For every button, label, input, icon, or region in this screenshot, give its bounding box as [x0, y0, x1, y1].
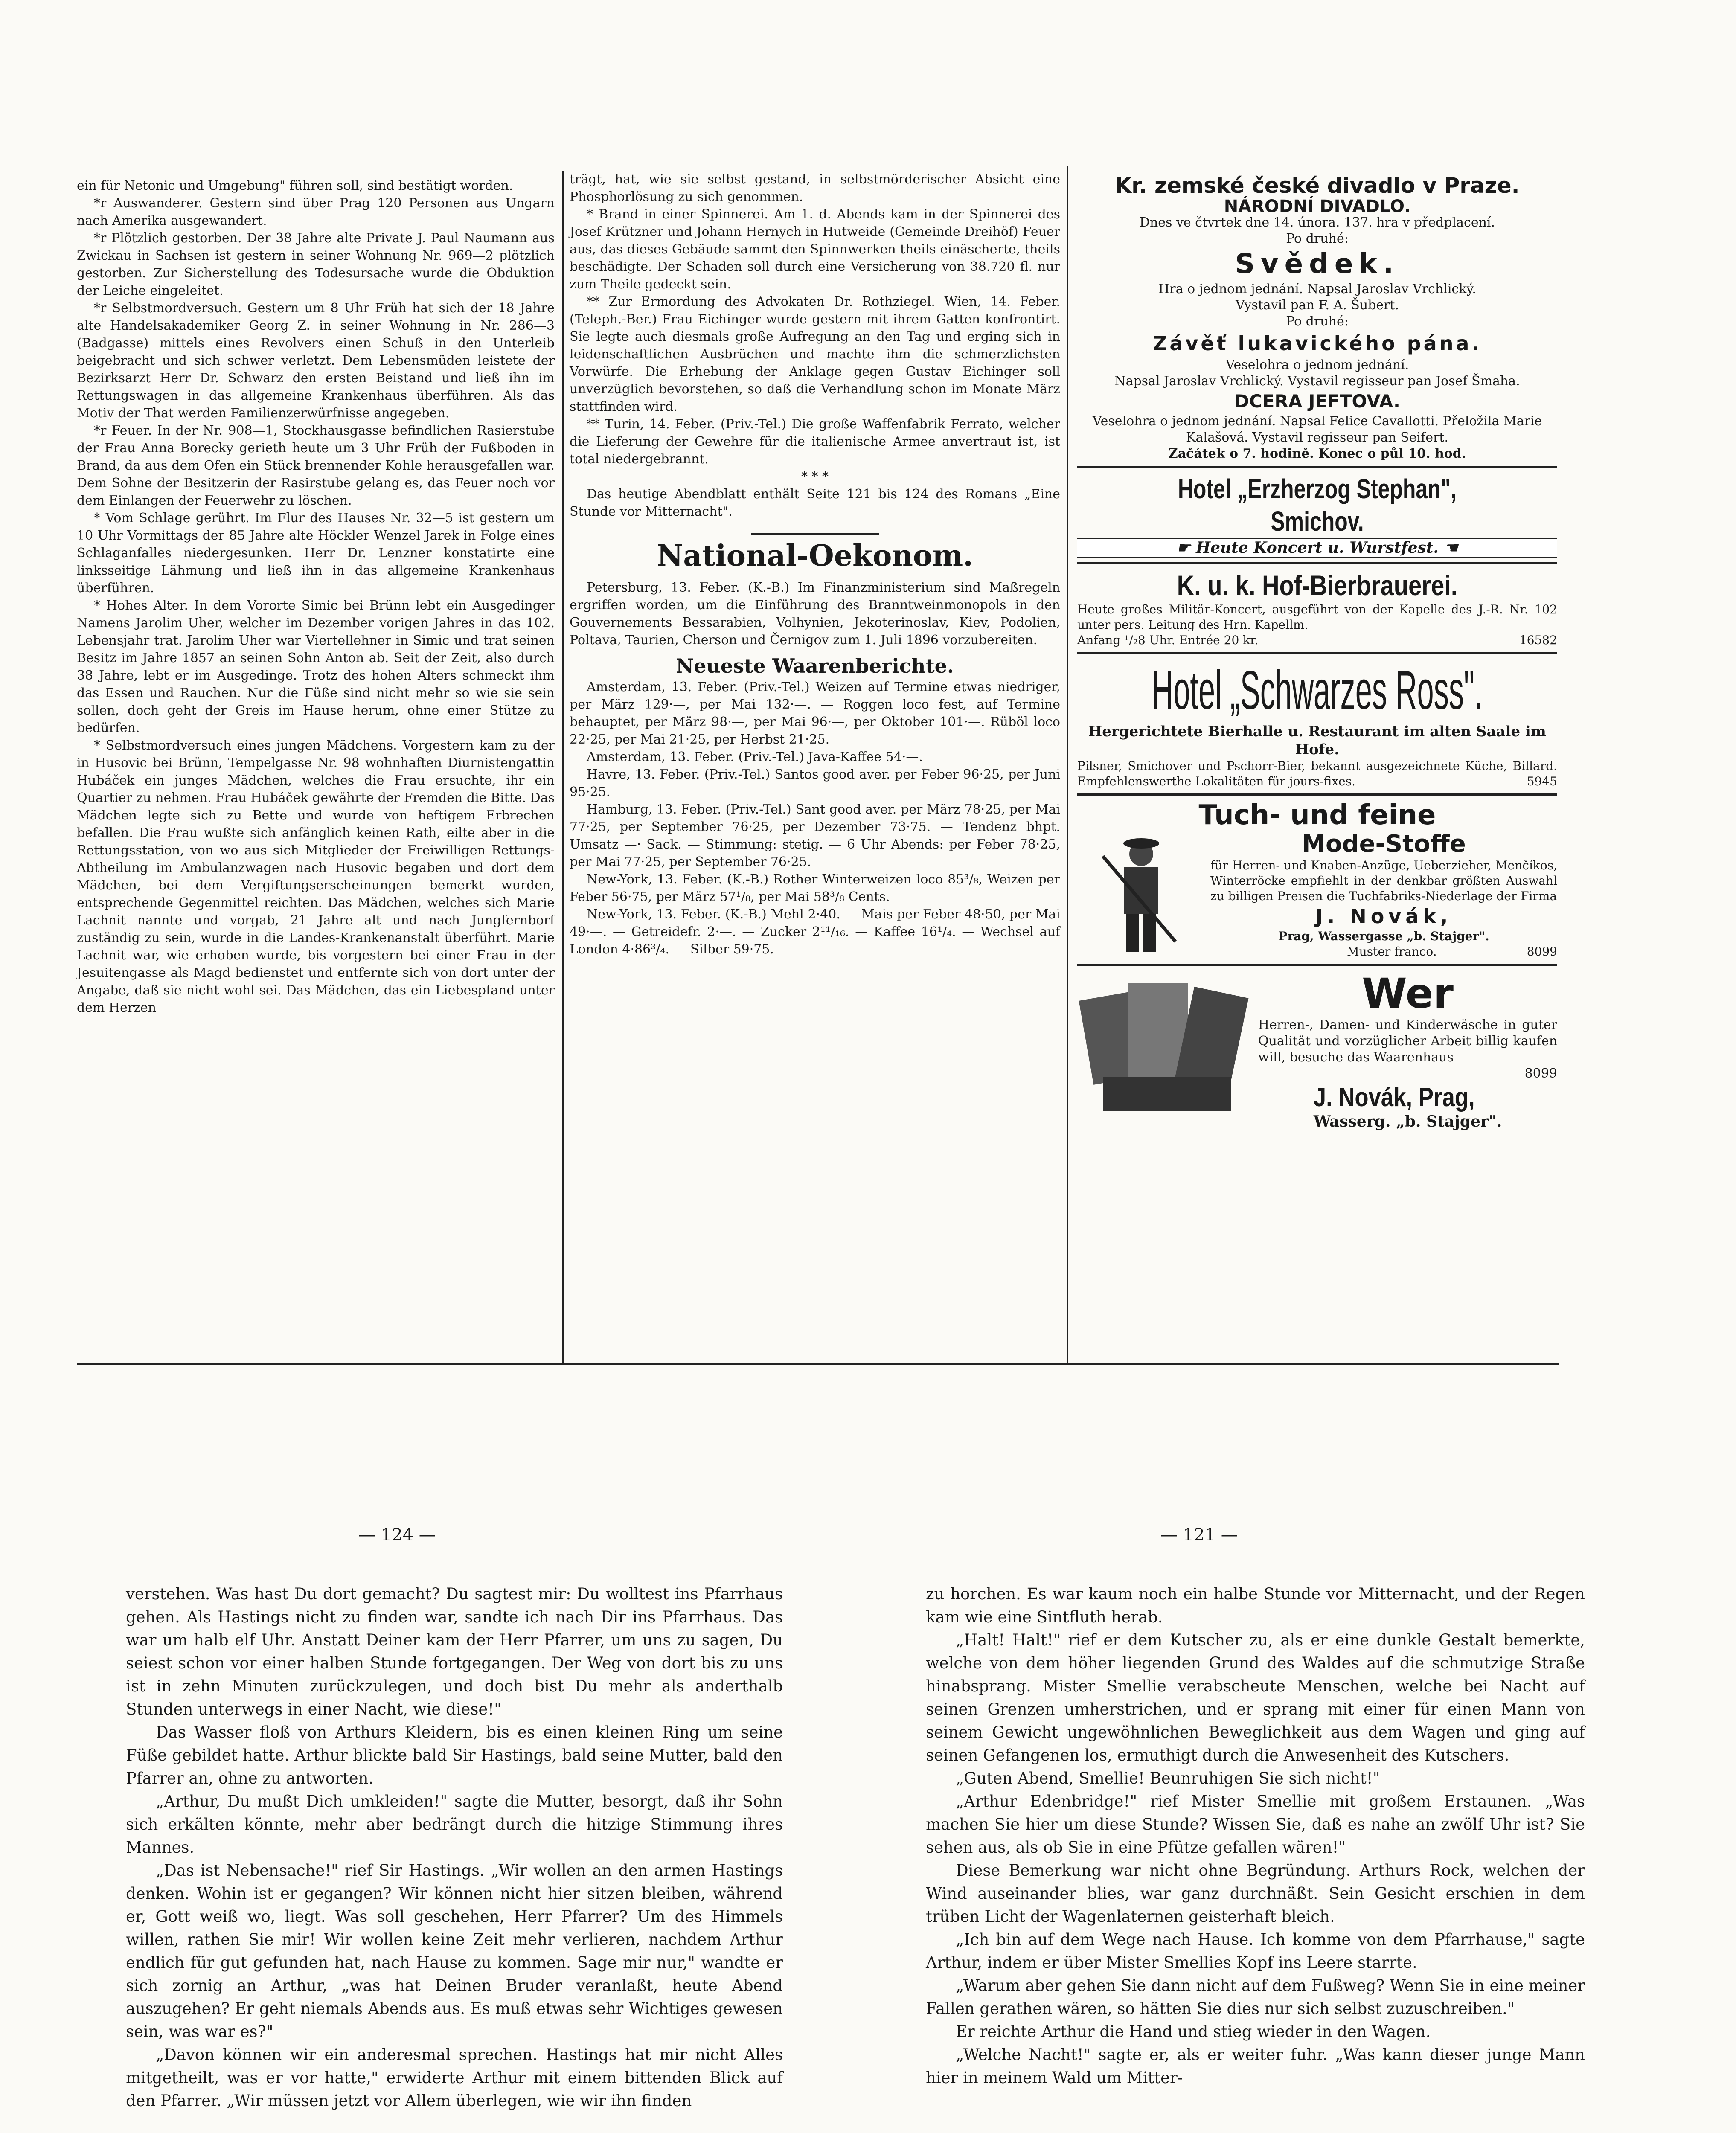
- news-item: *r Auswanderer. Gestern sind über Prag 120 Personen aus Ungarn nach Amerika ausgewandert.: [77, 196, 555, 228]
- market-item: Amsterdam, 13. Feber. (Priv.-Tel.) Java-Kaffee 54·—.: [587, 750, 923, 764]
- ad-divider: [1077, 652, 1557, 654]
- serial-paragraph: „Das ist Nebensache!" rief Sir Hastings. „Wir wollen an den armen Hastings denken. Wohin ist er gegangen? Wir können nicht hier sitzen bleiben, während er, Gott weiß wo, liegt. Was soll geschehen, Herr Pfarrer? Um des Himmels willen, rathen Sie mir! Wir wollen keine Zeit mehr verlieren, nachdem Arthur endlich für gut gefunden hat, nach Hause zu kommen. Sage mir nur," wandte er sich zornig an Arthur, „was hat Deinen Bruder veranlaßt, heute Abend auszugehen? Er geht niemals Abends aus. Es muß etwas sehr Wichtiges gewesen sein, was war es?": [126, 1861, 783, 2041]
- theatre-line: Veselohra o jednom jednání. Napsal Felice Cavallotti. Přeložila Marie Kalašová. Vystavil regisseur pan Seifert.: [1092, 414, 1542, 445]
- serial-paragraph: „Arthur, Du mußt Dich umkleiden!" sagte die Mutter, besorgt, daß ihr Sohn sich erkälten könnte, mehr aber bedrängt durch die hitzige Stimmung ihres Mannes.: [126, 1792, 783, 1857]
- news-item: ein für Netonic und Umgebung" führen soll, sind bestätigt worden.: [77, 178, 513, 193]
- ad-footer: [1210, 944, 1557, 959]
- theatre-line: Vystavil pan F. A. Šubert.: [1235, 298, 1399, 313]
- market-item: Amsterdam, 13. Feber. (Priv.-Tel.) Weizen auf Termine etwas niedriger, per März 129·—, per Mai 132·—. — Roggen loco fest, auf Termine behauptet, per März 98·—, per Mai 96·—, per Oktober 101·—. Rüböl loco 22·25, per Mai 21·25, per Herbst 21·25.: [570, 680, 1060, 747]
- news-item: trägt, hat, wie sie selbst gestand, in selbstmörderischer Absicht eine Phosphorlösung zu sich genommen.: [570, 172, 1060, 204]
- ad-text: Heute großes Militär-Koncert, ausgeführt von der Kapelle des J.-R. Nr. 102 unter pers. Leitung des Hrn. Kapellm.: [1077, 602, 1557, 632]
- theatre-line: Dnes ve čtvrtek dne 14. února. 137. hra v předplacení.: [1139, 215, 1495, 230]
- theatre-line: Napsal Jaroslav Vrchlický. Vystavil regisseur pan Josef Šmaha.: [1114, 374, 1520, 389]
- ad-title: Hotel „Erzherzog Stephan", Smichov.: [1178, 474, 1457, 537]
- theatre-line: Po druhé:: [1286, 314, 1349, 329]
- ads-column: [1077, 173, 1557, 1130]
- ad-title: K. u. k. Hof-Bierbrauerei.: [1177, 570, 1458, 601]
- ad-code: 8099: [1527, 944, 1557, 959]
- play-title: Svědek.: [1235, 248, 1400, 280]
- market-item: New-York, 13. Feber. (K.-B.) Mehl 2·40. — Mais per Feber 48·50, per Mai 49·—. — Getreidefr. 2·—. — Zucker 2¹¹/₁₆. — Kaffee 16¹/₄. — Wechsel auf London 4·86³/₄. — Silber 59·75.: [570, 907, 1060, 957]
- news-item: Petersburg, 13. Feber. (K.-B.) Im Finanzministerium sind Maßregeln ergriffen worden, um die Einführung des Branntweinmonopols in den Gouvernements Bessarabien, Volhynien, Jekoterinoslav, Kiev, Podolien, Poltava, Taurien, Cherson und Černigov zum 1. Juli 1896 vorzubereiten.: [570, 580, 1060, 648]
- ad-subtitle: Hergerichtete Bierhalle u. Restaurant im alten Saale im Hofe.: [1088, 723, 1546, 758]
- ad-title: Hotel „Schwarzes Ross".: [1152, 660, 1483, 721]
- asterism: * * *: [801, 469, 829, 484]
- page-number-right: — 121 —: [1160, 1525, 1238, 1545]
- ad-text: für Herren- und Knaben-Anzüge, Ueberzieher, Menčíkos, Winterröcke empfiehlt in der denkbar größten Auswahl zu billigen Preisen die Tuchfabriks-Niederlage der Firma: [1210, 858, 1557, 903]
- theatre-title: Kr. zemské české divadlo v Praze.: [1115, 173, 1520, 198]
- section-title: National-Oekonom.: [657, 539, 973, 573]
- ad-title: Mode-Stoffe: [1302, 830, 1466, 858]
- ad-title: Tuch- und feine: [1198, 800, 1436, 831]
- ad-text: Herren-, Damen- und Kinderwäsche in guter Qualität und vorzüglicher Arbeit billig kaufen will, besuche das Waarenhaus: [1258, 1017, 1557, 1065]
- serial-paragraph: verstehen. Was hast Du dort gemacht? Du sagtest mir: Du wolltest ins Pfarrhaus gehen. Als Hastings nicht zu finden war, sandte ich nach Dir ins Pfarrhaus. Das war um halb elf Uhr. Anstatt Deiner kam der Herr Pfarrer, um uns zu sagen, Du seiest schon vor einer halben Stunde fortgegangen. Der Weg von dort bis zu uns ist in zehn Minuten zurückzulegen, und doch bist Du mehr als anderthalb Stunden unterwegs in einer Nacht, wie diese!": [126, 1585, 783, 1718]
- news-item: *r Feuer. In der Nr. 908—1, Stockhausgasse befindlichen Rasierstube der Frau Anna Borecky gerieth heute um 3 Uhr Früh der Fußboden in Brand, da aus dem Ofen ein Stück brennender Kohle herausgefallen war. Dem Sohne der Besitzerin der Rasirstube gelang es, das Feuer noch vor dem Einlangen der Feuerwehr zu löschen.: [77, 423, 555, 508]
- serial-paragraph: „Halt! Halt!" rief er dem Kutscher zu, als er eine dunkle Gestalt bemerkte, welche von dem höher liegenden Grund des Waldes auf die schmutzige Straße hinabsprang. Mister Smellie verabscheute Menschen, welche bei Nacht auf seinen Grenzen umherstrichen, und er sprang mit einer für einen Mann von seinem Gewicht ungewöhnlichen Beweglichkeit aus dem Wagen und ging auf seinen Gefangenen los, ermuthigt durch die Anwesenheit des Kutschers.: [926, 1631, 1585, 1764]
- ad-divider: [1077, 964, 1557, 966]
- serial-paragraph: Er reichte Arthur die Hand und stieg wieder in den Wagen.: [956, 2023, 1431, 2041]
- play-title: Závěť lukavického pána.: [1153, 332, 1482, 355]
- serial-paragraph: zu horchen. Es war kaum noch ein halbe Stunde vor Mitternacht, und der Regen kam wie eine Sintfluth herab.: [926, 1585, 1585, 1626]
- news-item: Das heutige Abendblatt enthält Seite 121 bis 124 des Romans „Eine Stunde vor Mitternacht".: [570, 487, 1060, 519]
- novak-linen-ad: [1077, 970, 1557, 1130]
- news-item: * Vom Schlage gerührt. Im Flur des Hauses Nr. 32—5 ist gestern um 10 Uhr Vormittags der 85 Jahre alte Höckler Wenzel Jarek in Folge eines Schlaganfalles niedergesunken. Herr Dr. Lenzner konstatirte eine linksseitige Lähmung und ließ ihn in das allgemeine Krankenhaus überführen.: [77, 511, 555, 596]
- serial-paragraph: „Arthur Edenbridge!" rief Mister Smellie mit großem Erstaunen. „Was machen Sie hier um diese Stunde? Wissen Sie, daß es nahe an zwölf Uhr ist? Sie sehen aus, als ob Sie in eine Pfütze gefallen wären!": [926, 1792, 1585, 1857]
- serial-left-page: [126, 1583, 783, 2113]
- ad-firm: J. Novák, Prag,: [1313, 1083, 1475, 1112]
- ad-divider: [1077, 562, 1557, 564]
- news-item: * Brand in einer Spinnerei. Am 1. d. Abends kam in der Spinnerei des Josef Krützner und Johann Hernych in Hutweide (Gemeinde Dreihöf) Feuer aus, das dieses Gebäude sammt den Spinnwerken theils einäscherte, theils beschädigte. Der Schaden soll durch eine Versicherung von 38.720 fl. nur zum Theile gedeckt sein.: [570, 207, 1060, 292]
- serial-paragraph: „Warum aber gehen Sie dann nicht auf dem Fußweg? Wenn Sie in eine meiner Fallen gerathen wären, so hätten Sie dies nur sich selbst zuzuschreiben.": [926, 1976, 1585, 2018]
- theatre-times: Začátek o 7. hodině. Konec o půl 10. hod.: [1168, 446, 1466, 461]
- ad-firm: J. Novák,: [1315, 905, 1452, 928]
- ad-code: 8099: [1524, 1066, 1557, 1081]
- ad-address: Wasserg. „b. Stajger".: [1313, 1113, 1502, 1130]
- theatre-line: Hra o jednom jednání. Napsal Jaroslav Vrchlický.: [1158, 282, 1476, 296]
- section-rule: [77, 1363, 1559, 1365]
- ad-banner: ☛ Heute Koncert u. Wurstfest. ☚: [1077, 538, 1557, 558]
- theatre-line: Po druhé:: [1286, 231, 1349, 246]
- section-rule: [751, 533, 879, 535]
- ad-code: 16582: [1519, 633, 1557, 647]
- news-item: * Hohes Alter. In dem Vororte Simic bei Brünn lebt ein Ausgedinger Namens Jarolim Uher, welcher im Dezember vorigen Jahres in das 102. Lebensjahr trat. Jarolim Uher war Viertellehner in Simic und trat seinen Besitz im Jahre 1857 an seinen Sohn Anton ab. Seit der Zeit, also durch 38 Jahre, lebt er im Ausgedinge. Trotz des hohen Alters schmeckt ihm das Essen und Rauchen. Nur die Füße sind nicht mehr so wie sie sein sollen, doch geht der Greis im Hause herum, ohne einer Stütze zu bedürfen.: [77, 598, 555, 735]
- ad-divider: [1077, 466, 1557, 468]
- ad-address: Prag, Wassergasse „b. Stajger".: [1278, 929, 1489, 943]
- market-item: Havre, 13. Feber. (Priv.-Tel.) Santos good aver. per Feber 96·25, per Juni 95·25.: [570, 767, 1060, 799]
- ad-body: [1077, 758, 1557, 789]
- hotel-schwarzes-ross-ad: [1077, 659, 1557, 789]
- serial-paragraph: „Ich bin auf dem Wege nach Hause. Ich komme von dem Pfarrhause," sagte Arthur, indem er über Mister Smellies Kopf ins Leere starrte.: [926, 1930, 1585, 1972]
- news-item: *r Plötzlich gestorben. Der 38 Jahre alte Private J. Paul Naumann aus Zwickau in Sachsen ist gestern in seiner Wohnung Nr. 969—2 plötzlich gestorben. Zur Sicherstellung des Todesursache wurde die Obduktion der Leiche eingeleitet.: [77, 231, 555, 298]
- middle-news-column: [570, 171, 1060, 958]
- theatre-ad: [1077, 173, 1557, 462]
- serial-paragraph: „Welche Nacht!" sagte er, als er weiter fuhr. „Was kann dieser junge Mann hier in meinem Wald um Mitter-: [926, 2046, 1585, 2087]
- page-number-left: — 124 —: [358, 1525, 436, 1545]
- ad-footer: [1077, 633, 1557, 648]
- serial-paragraph: „Guten Abend, Smellie! Beunruhigen Sie sich nicht!": [956, 1769, 1380, 1787]
- column-divider: [562, 171, 564, 1365]
- news-item: * Selbstmordversuch eines jungen Mädchens. Vorgestern kam zu der in Husovic bei Brünn, Tempelgasse Nr. 98 wohnhaften Diurnistengattin Hubáček ein junges Mädchen, welches die Frau ersuchte, ihr ein Quartier zu nehmen. Frau Hubáček gewährte der Fremden die Bitte. Das Mädchen legte sich zu Bette und wurde von heftigem Erbrechen befallen. Die Frau wußte sich anfänglich keinen Rath, eilte aber in die Rettungsstation, von wo aus sich Mitglieder der Freiwilligen Rettungs-Abtheilung im Ambulanzwagen nach Husovic begaben und dort dem Mädchen, bei dem Vergiftungserscheinungen bemerkt wurden, entsprechende Gegenmittel reichten. Das Mädchen, welches sich Marie Lachnit nannte und vorgab, 21 Jahre alt und nach Jungfernborf zuständig zu sein, wurde in die Landes-Krankenanstalt überführt. Marie Lachnit war, wie erhoben wurde, bis vorgestern bei einer Frau in der Jesuitengasse als Magd bedienstet und entfernte sich von dort unter der Angabe, daß sie nicht wohl sei. Das Mädchen, das ein Liebespfand unter dem Herzen: [77, 738, 555, 1015]
- serial-right-page: [926, 1583, 1585, 2089]
- theatre-subtitle: NÁRODNÍ DIVADLO.: [1224, 197, 1411, 216]
- theatre-line: Veselohra o jednom jednání.: [1225, 357, 1409, 372]
- serial-paragraph: „Davon können wir ein anderesmal sprechen. Hastings hat mir nicht Alles mitgetheilt, was er vor hatte," erwiderte Arthur mit einem bittenden Blick auf den Pfarrer. „Wir müssen jetzt vor Allem überlegen, wie wir ihn finden: [126, 2046, 783, 2110]
- serial-paragraph: Diese Bemerkung war nicht ohne Begründung. Arthurs Rock, welchen der Wind auseinander blies, war ganz durchnäßt. Sein Gesicht erschien in dem trüben Licht der Wagenlaternen geisterhaft bleich.: [926, 1861, 1585, 1926]
- ad-banner-text: Heute Koncert u. Wurstfest.: [1196, 539, 1439, 557]
- ad-text: Pilsner, Smichover und Pschorr-Bier, bekannt ausgezeichnete Küche, Billard. Empfehlenswerthe Lokalitäten für jours-fixes.: [1077, 759, 1557, 788]
- left-news-column: [77, 177, 555, 1017]
- ad-text: Anfang ¹/₂8 Uhr. Entrée 20 kr.: [1077, 633, 1259, 647]
- ad-title: Wer: [1362, 970, 1454, 1017]
- ad-code: 5945: [1527, 774, 1557, 788]
- news-item: ** Turin, 14. Feber. (Priv.-Tel.) Die große Waffenfabrik Ferrato, welcher die Lieferung der Gewehre für die italienische Armee anvertraut ist, ist total niedergebrannt.: [570, 417, 1060, 467]
- market-item: New-York, 13. Feber. (K.-B.) Rother Winterweizen loco 85³/₈, Weizen per Feber 56·75, per März 57¹/₈, per Mai 58³/₈ Cents.: [570, 872, 1060, 904]
- column-divider: [1067, 166, 1068, 1365]
- play-title: DCERA JEFTOVA.: [1234, 391, 1400, 412]
- hunter-figure-illustration: [1077, 831, 1205, 959]
- brewery-ad: [1077, 569, 1557, 648]
- market-item: Hamburg, 13. Feber. (Priv.-Tel.) Sant good aver. per März 78·25, per Mai 77·25, per September 76·25, per Dezember 73·75. — Tendenz bhpt. Umsatz —· Sack. — Stimmung: stetig. — 6 Uhr Abends: per Feber 78·25, per Mai 77·25, per September 76·25.: [570, 802, 1060, 869]
- hotel-stephan-ad: [1077, 473, 1557, 558]
- novak-cloth-ad: [1077, 800, 1557, 959]
- news-item: ** Zur Ermordung des Advokaten Dr. Rothziegel. Wien, 14. Feber. (Teleph.-Ber.) Frau Eichinger wurde gestern mit ihrem Gatten konfrontirt. Sie legte auch diesmals große Aufregung an den Tag und erging sich in leidenschaftlichen Ausbrüchen und machte ihm die schmerzlichsten Vorwürfe. Die Erhebung der Anklage gegen Gustav Eichinger soll unverzüglich bevorstehen, so daß die Verhandlung schon im Monate März stattfinden wird.: [570, 294, 1060, 414]
- ad-text: Muster franco.: [1347, 944, 1437, 959]
- serial-paragraph: Das Wasser floß von Arthurs Kleidern, bis es einen kleinen Ring um seine Füße gebildet hatte. Arthur blickte bald Sir Hastings, bald seine Mutter, bald den Pfarrer an, ohne zu antworten.: [126, 1723, 783, 1787]
- news-item: *r Selbstmordversuch. Gestern um 8 Uhr Früh hat sich der 18 Jahre alte Handelsakademiker Georg Z. in seiner Wohnung in Nr. 286—3 (Badgasse) mittels eines Revolvers einen Schuß in den Unterleib beigebracht und sich schwer verletzt. Dem Lebensmüden leistete der Bezirksarzt Herr Dr. Schwarz den ersten Beistand und ließ ihn im Rettungswagen in das allgemeine Krankenhaus überführen. Als das Motiv der That werden Familienzerwürfnisse angegeben.: [77, 301, 555, 421]
- ad-divider: [1077, 793, 1557, 796]
- market-title: Neueste Waarenberichte.: [676, 654, 954, 677]
